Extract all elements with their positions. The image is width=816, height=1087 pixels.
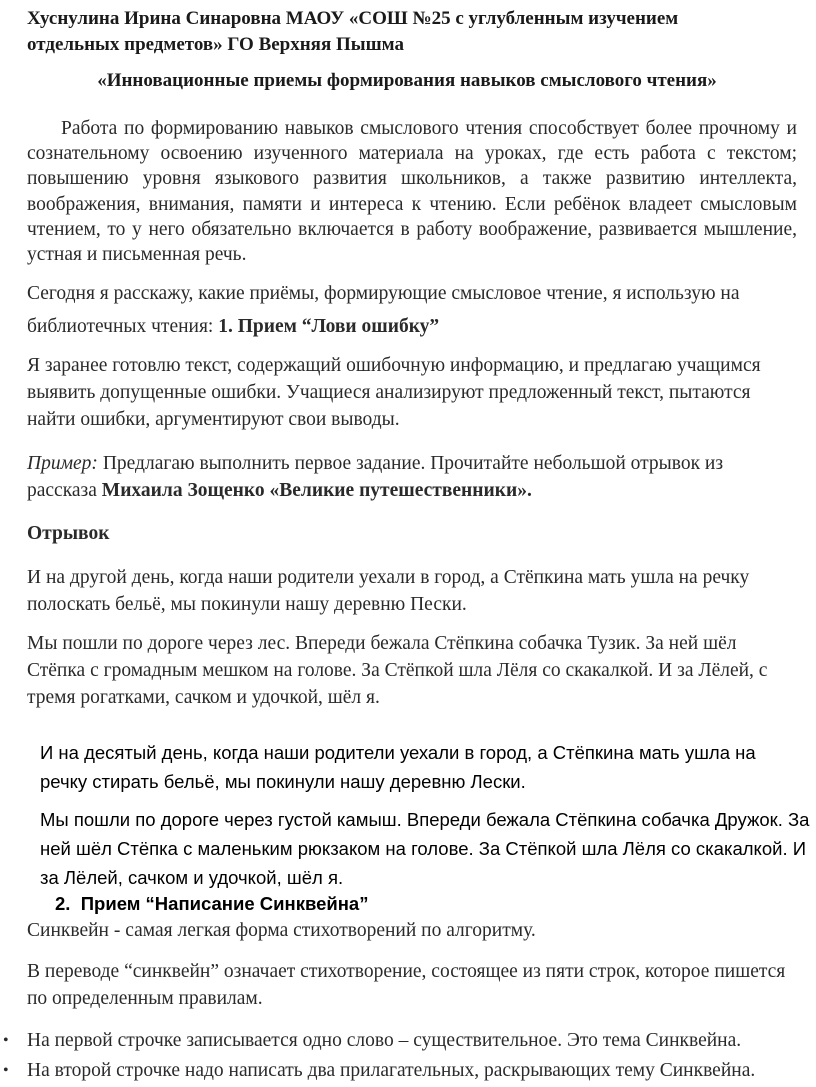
technique-1-title: 1. Прием “Лови ошибку” bbox=[218, 316, 440, 337]
bullet-icon: • bbox=[3, 1032, 9, 1049]
technique-2-heading bbox=[55, 889, 816, 918]
today-line-2-prefix: библиотечных чтения: bbox=[27, 316, 219, 337]
today-line-2 bbox=[27, 313, 797, 340]
excerpt-heading-text: Отрывок bbox=[27, 523, 110, 544]
original-paragraph-2: Мы пошли по дороге через лес. Впереди бежала Стёпкина собачка Тузик. За ней шёл Стёпка с громадным мешком на голове. За Стёпкой шла Лёля со скакалкой. И за Лёлей, с тремя рогатками, сачком и удочкой, шёл я. bbox=[27, 633, 768, 708]
technique-2-line-2: В переводе “синквейн” означает стихотворение, состоящее из пяти строк, которое пишется по определенным правилам. bbox=[27, 961, 786, 1009]
list-item-text: На второй строчке надо написать два прилагательных, раскрывающих тему Синквейна. bbox=[27, 1060, 756, 1081]
technique-2-line-1: Синквейн - самая легкая форма стихотворений по алгоритму. bbox=[27, 920, 536, 941]
excerpt-heading bbox=[27, 520, 797, 547]
author-line-1: Хуснулина Ирина Синаровна МАОУ «СОШ №25 с углубленным изучением bbox=[27, 8, 679, 29]
example-label: Пример: bbox=[27, 453, 98, 474]
intro-paragraph: Работа по формированию навыков смыслового чтения способствует более прочному и сознательному освоению изученного материала на уроках, где есть работа с текстом; повышению уровня языкового развития школьников, а также развитию интеллекта, воображения, внимания, памяти и интереса к чтению. Если ребёнок владеет смысловым чтением, то у него обязательно включается в работу воображение, развивается мышление, устная и письменная речь. bbox=[27, 118, 797, 266]
today-paragraph bbox=[27, 280, 797, 340]
technique-1-description: Я заранее готовлю текст, содержащий ошибочную информацию, и предлагаю учащимся выявить допущенные ошибки. Учащиеся анализируют предложенный текст, пытаются найти ошибки, аргументируют свои выводы. bbox=[27, 355, 761, 430]
example-paragraph bbox=[27, 450, 787, 504]
example-source: Михаила Зощенко «Великие путешественники». bbox=[101, 480, 532, 501]
example-text: Предлагаю выполнить первое задание. Прочитайте небольшой отрывок из рассказа bbox=[27, 453, 724, 501]
bullet-icon: • bbox=[3, 1062, 9, 1079]
technique-2-number: 2. bbox=[55, 893, 71, 914]
rules-list bbox=[3, 1027, 797, 1084]
today-line-1: Сегодня я расскажу, какие приёмы, формирующие смысловое чтение, я использую на bbox=[27, 283, 740, 304]
list-item-text: На первой строчке записывается одно слово – существительное. Это тема Синквейна. bbox=[27, 1030, 742, 1051]
list-item bbox=[3, 1057, 797, 1084]
author-header bbox=[27, 6, 797, 58]
original-paragraph-1: И на другой день, когда наши родители уехали в город, а Стёпкина мать ушла на речку полоскать бельё, мы покинули нашу деревню Пески. bbox=[27, 567, 750, 615]
list-item bbox=[3, 1027, 797, 1054]
author-line-2: отдельных предметов» ГО Верхняя Пышма bbox=[27, 34, 404, 55]
modified-paragraph-1: И на десятый день, когда наши родители уехали в город, а Стёпкина мать ушла на речку стирать бельё, мы покинули нашу деревню Лески. bbox=[40, 742, 756, 792]
document-title: «Инновационные приемы формирования навыков смыслового чтения» bbox=[97, 70, 717, 91]
technique-2-title: Прием “Написание Синквейна” bbox=[80, 893, 369, 914]
modified-paragraph-2: Мы пошли по дороге через густой камыш. Впереди бежала Стёпкина собачка Дружок. За ней шёл Стёпка с маленьким рюкзаком на голове. За Стёпкой шла Лёля со скакалкой. И за Лёлей, сачком и удочкой, шёл я. bbox=[40, 809, 810, 888]
